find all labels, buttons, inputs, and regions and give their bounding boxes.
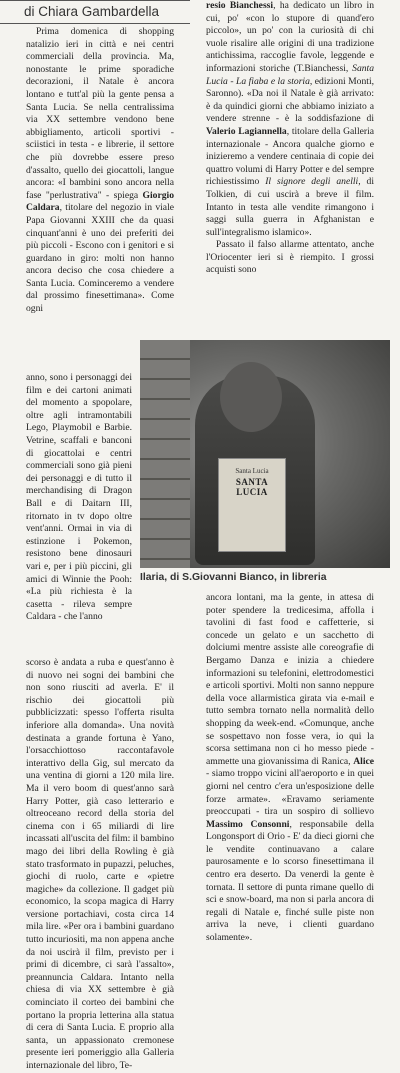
article-column-1-bottom bbox=[26, 657, 175, 1071]
bookshelf bbox=[140, 340, 190, 568]
person-name: Massimo Consonni bbox=[206, 818, 290, 830]
article-column-1 bbox=[26, 26, 174, 372]
person-name: Valerio Lagiannella bbox=[206, 125, 287, 137]
person-name: resio Bianchessi bbox=[206, 0, 274, 11]
article-column-2 bbox=[206, 0, 374, 338]
paragraph: scorso è andata a ruba e quest'anno è di nuovo nei sogni dei bambini che non sono riusciti ad averla. E' il rischio dei giocattoli più pubblicizzati: spesso l'offerta risulta inferiore alla domanda». Una novità destinata a grande fortuna è Yano, l'orsacchiottoso raccontafavole interattivo della Gig, sul mercato da una ventina di giorni a 120 mila lire. Ma il vero boom di quest'anno sarà Harry Potter, già caso letterario e oltreoceano record della storia del cinema con i 65 miliardi di lire incassati all'uscita del film: il bambino mago dei libri della Rowling è già stato trasformato in pupazzi, peluches, giochi di ruolo, carte e «pietre magiche» da collezione. Il gadget più economico, la scopa magica di Harry versione portachiavi, costa circa 14 mila lire. «Per ora i bambini guardano tutto incuriositi, ma non appena anche da noi uscirà il film, previsto per i primi di dicembre, ci sarà l'assalto», preannuncia Caldara. Intanto nella chiesa di via XX settembre è già cominciato il corteo dei bambini che portano la propria letterina alla statua di cera di Santa Lucia. E proprio alla santa, un appassionato cremonese presente ieri pomeriggio alla Galleria internazionale del libro, Te- bbox=[26, 657, 175, 1071]
article-column-1-wrap bbox=[26, 372, 132, 657]
paragraph-text: - siamo troppo vicini all'aeroporto e in quei giorni nel centro c'era un'esposizione delle forze armate». «Eravamo seriamente preoccupati - tira un sospiro di sollievo bbox=[206, 768, 374, 818]
paragraph-text: , titolare del negozio in viale Papa Giovanni XXIII che da quasi cinquant'anni è uno dei preferiti dei più piccoli - Escono con i genitori e si guardano in giro: molti non hanno ancora deciso che cosa chiedere a Santa Lucia. Cominceremo a vendere dal prossimo finesettimana». Come ogni bbox=[26, 202, 174, 315]
paragraph-text: , edizioni Monti, Saronno). «Da noi il Natale è già arrivato: è da quindici giorni che abbiamo iniziato a vendere strenne - è la soddisfazione di bbox=[206, 75, 375, 125]
book-cover bbox=[218, 458, 286, 552]
paragraph bbox=[206, 592, 374, 945]
paragraph-text: , titolare della Galleria internazionale - Ancora qualche giorno e inizieremo a vendere centinaia di copie dei quattro volumi di Harry Potter e del sempre richiestissimo bbox=[206, 125, 374, 188]
paragraph-text: , di Tolkien, di cui uscirà a breve il film. Intanto in testa alle vendite rimangono i saggi sulla guerra in Afghanistan e sull'integralismo islamico». bbox=[206, 176, 374, 238]
book-title: Santa Lucia - La fiaba e la storia bbox=[206, 62, 374, 87]
paragraph bbox=[206, 0, 374, 239]
person-head bbox=[220, 362, 282, 432]
paragraph-text: , responsabile della Longonsport di Orio - E' da dieci giorni che le vendite continuavano a calare paurosamente e lo scorso finesettimana il centro era deserto. Da venerdì la gente è tornata. Il settore di punta rimane quello di sci e snow-board, ma non si parla ancora di regali di Natale e, finché sulle piste non arriva la neve, i clienti guardano solamente». bbox=[206, 818, 374, 944]
book-cover-small-text: Santa Lucia bbox=[235, 467, 269, 475]
paragraph-text: ancora lontani, ma la gente, in attesa di poter spendere la tredicesima, affolla i tavolini di fast food e caffetterie, si concede un gelato e un sacchetto di dolciumi mentre assiste alle coreografie di Bergamo Danza e inizia a chiedere informazioni su telefonini, elettrodomestici e articoli sportivi. Molti non sanno neppure della voce allarmistica girata via e-mail e tutto sembra tornato nella normalità dello shopping da week-end. «Comunque, anche se sospettavo non fosse vera, io qui la scorsa settimana non ci ho messo piede - ammette una giovanissima di Ranica, bbox=[206, 592, 374, 767]
article-column-2-bottom bbox=[206, 592, 374, 1032]
byline-bar bbox=[0, 0, 190, 24]
photo-caption: Ilaria, di S.Giovanni Bianco, in libreria bbox=[140, 572, 327, 583]
paragraph: Passato il falso allarme attentato, anche l'Oriocenter ieri si è riempito. I grossi acquisti sono bbox=[206, 239, 374, 276]
person-name: Alice bbox=[353, 755, 374, 767]
paragraph: anno, sono i personaggi dei film e dei cartoni animati del momento a spopolare, oltre agli intramontabili Lego, Playmobil e Barbie. Vetrine, scaffali e banconi di giocattolai e centri commerciali sono già pieni dei personaggi e di tutto il merchandising di Dragon Ball e di Daitarn III, ritornato in tv dopo oltre vent'anni. Ormai in via di estinzione i Pokemon, resistono bene dinosauri vari e, per i più piccini, gli amici di Winnie the Pooh: «La più richiesta è la casetta - rileva sempre Caldara - che l'anno bbox=[26, 372, 132, 623]
byline: di Chiara Gambardella bbox=[24, 4, 160, 19]
photo bbox=[140, 340, 390, 568]
person-name: Giorgio Caldara bbox=[26, 189, 174, 214]
paragraph bbox=[26, 26, 174, 316]
paragraph-text: Prima domenica di shopping natalizio ieri in città e nei centri commerciali della provincia. Ma, nonostante le prime sporadiche decorazioni, il Natale è ancora lontano e tutt'al più la gente pensa a Santa Lucia. Se nella centralissima via XX settembre vendono bene abbigliamento, articoli sportivi - sciistici in testa - e librerie, il settore che più dovrebbe essere preso d'assalto, quello dei giocattoli, langue ancora: «I bambini sono ancora nella fase "perlustrativa" - spiega bbox=[26, 26, 174, 201]
paragraph-text: , ha dedicato un libro in cui, po' «con lo stupore di quand'ero piccolo», un po' con la curiosità di chi vuole risalire alle origini di una tradizione antichissima, raccoglie favole, leggende e informazioni storiche (T.Bianchessi, bbox=[206, 0, 374, 74]
book-title: Il signore degli anelli bbox=[265, 176, 359, 188]
book-cover-title: SANTA LUCIA bbox=[235, 477, 269, 497]
